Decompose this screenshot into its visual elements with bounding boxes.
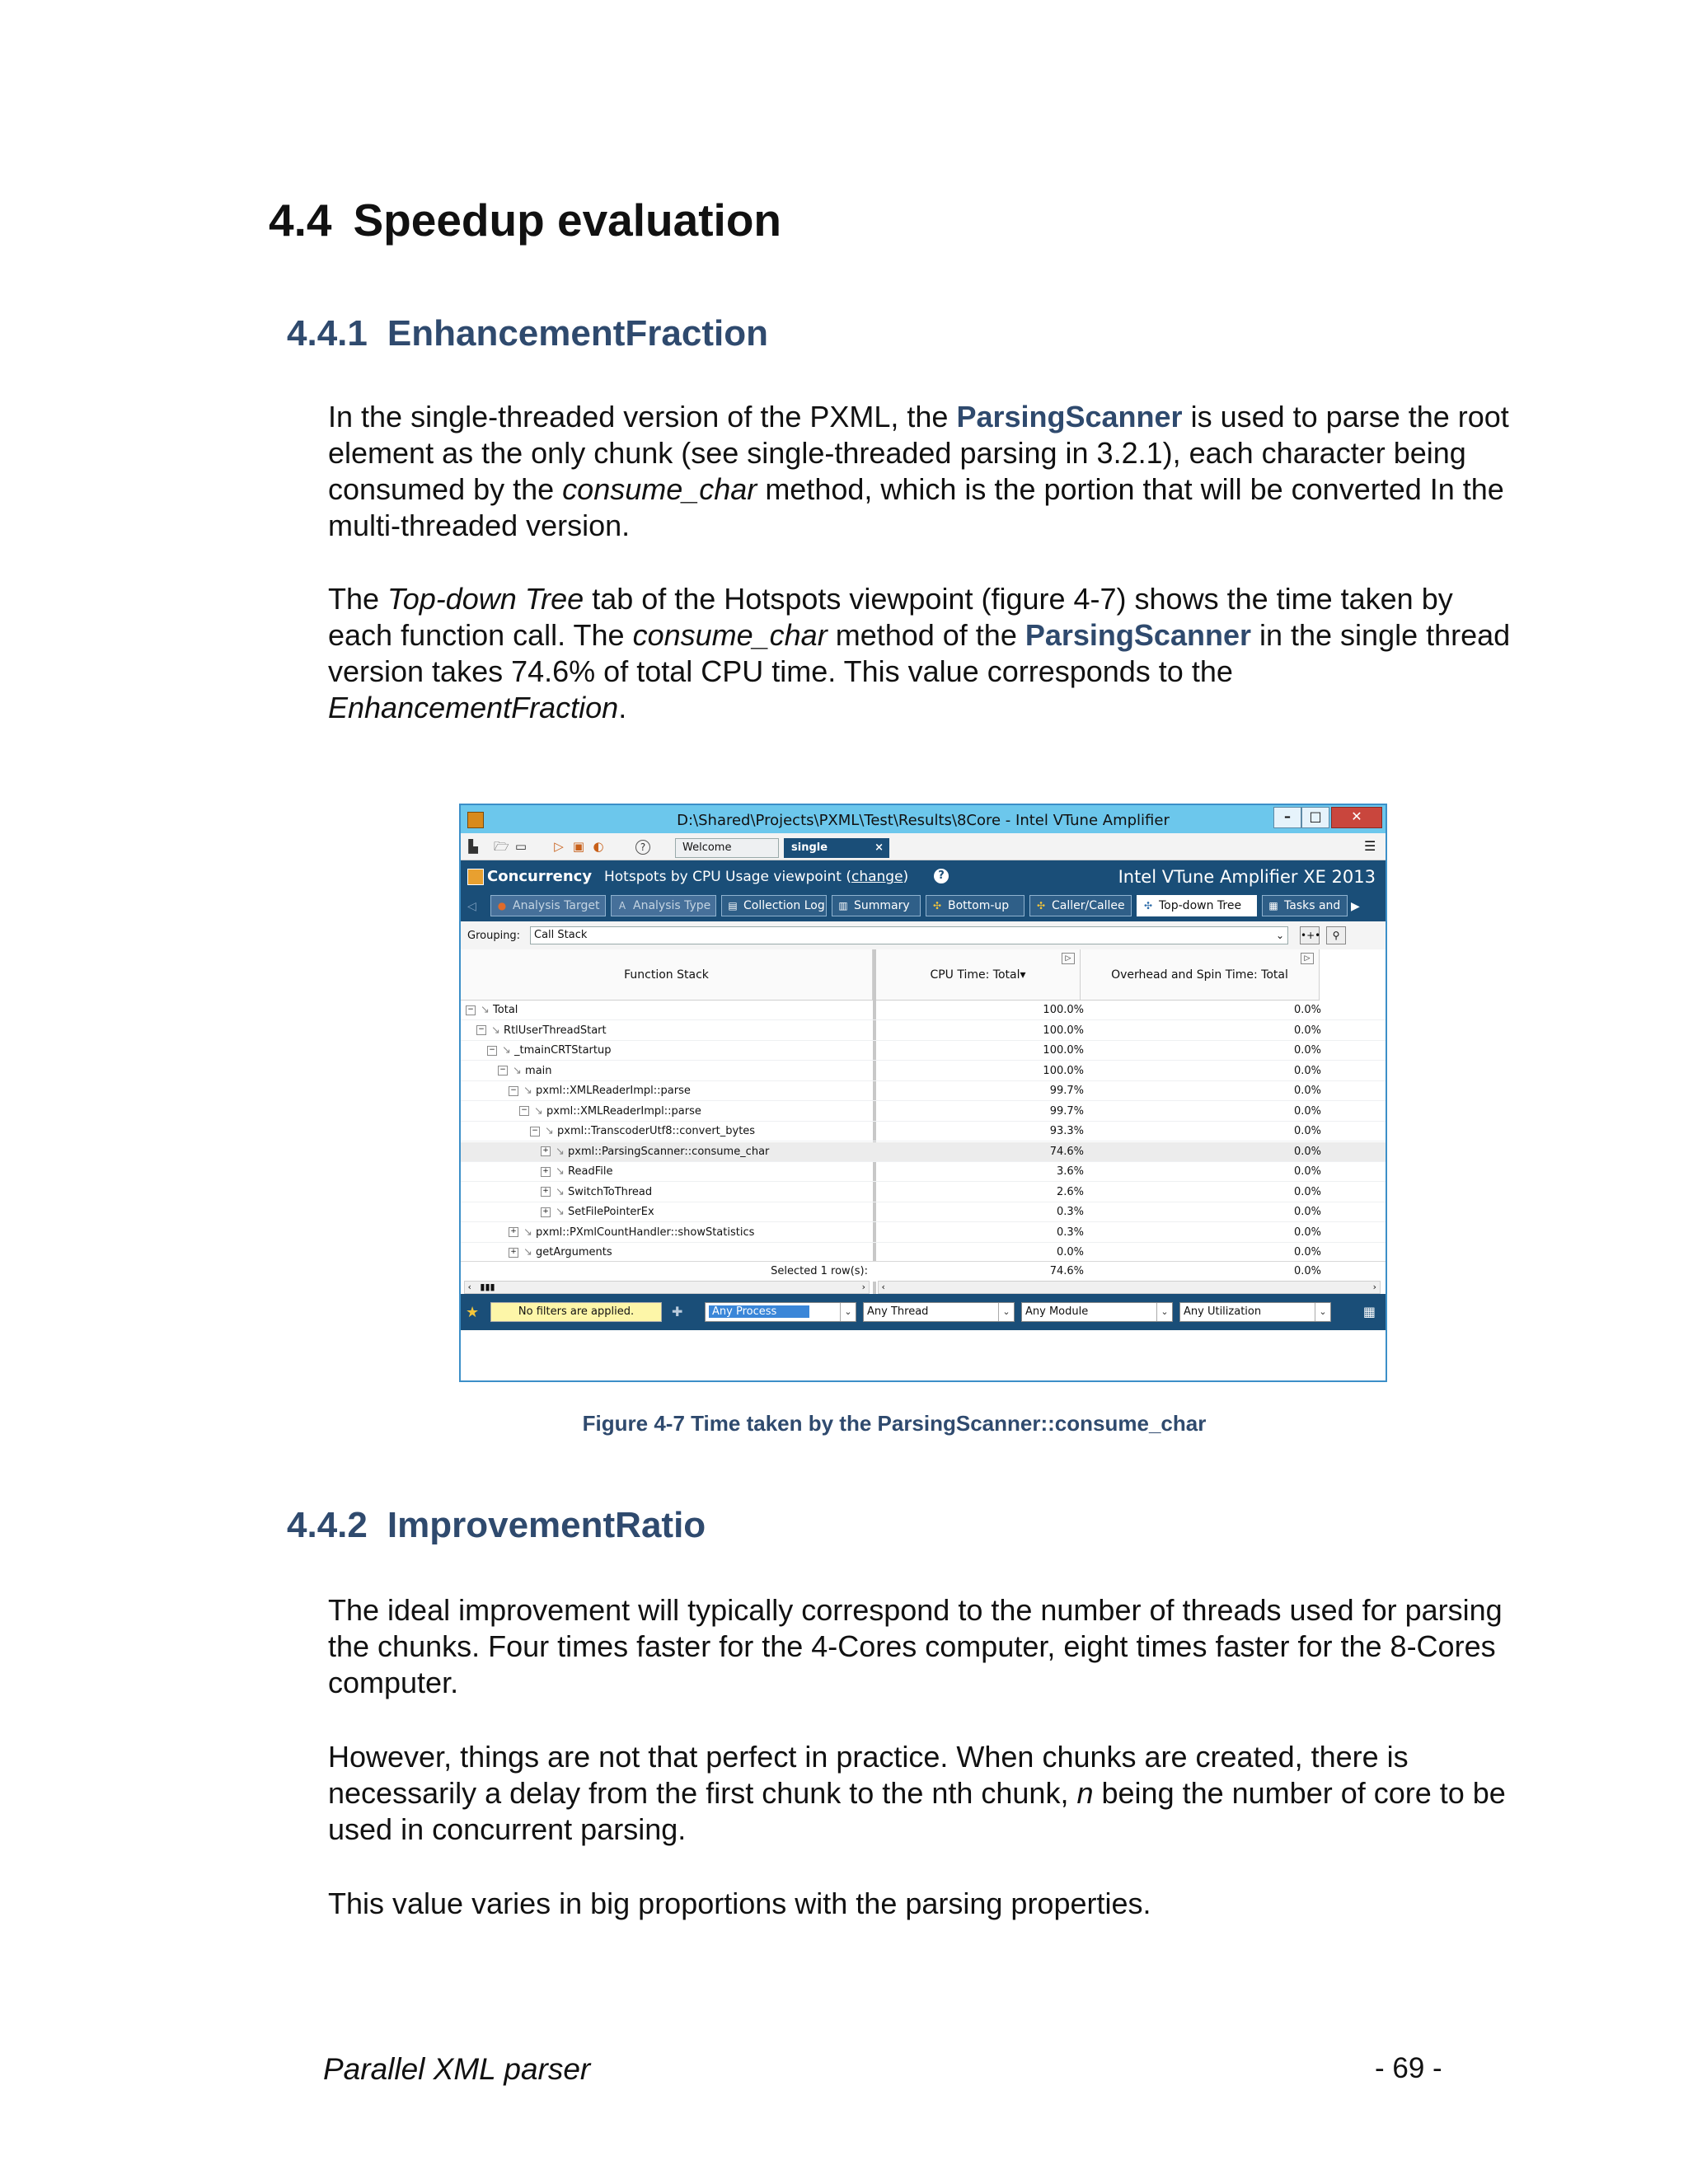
grouping-select[interactable]: Call Stack ⌄ xyxy=(530,926,1288,944)
run-icon[interactable]: ▷ xyxy=(554,839,564,854)
function-name: + ↘ getArguments xyxy=(509,1243,612,1263)
close-tab-icon[interactable]: × xyxy=(874,841,884,854)
collapse-icon[interactable]: − xyxy=(509,1086,518,1096)
call-arrow-icon: ↘ xyxy=(556,1165,569,1178)
tabs-scroll-right-icon[interactable]: ▶ xyxy=(1351,900,1360,913)
tab-analysis-target[interactable]: ● Analysis Target xyxy=(490,895,606,916)
table-row[interactable] xyxy=(461,1202,1386,1222)
chevron-down-icon: ⌄ xyxy=(1156,1303,1172,1321)
call-arrow-icon: ↘ xyxy=(513,1064,526,1077)
expand-icon[interactable]: + xyxy=(509,1227,518,1237)
tabs-scroll-left-icon[interactable]: ◁ xyxy=(467,900,476,913)
table-row[interactable] xyxy=(461,1081,1386,1101)
table-row[interactable] xyxy=(461,1142,1386,1162)
folder-project-icon[interactable]: ▭ xyxy=(514,839,528,854)
overhead-cell: 0.0% xyxy=(1293,1165,1321,1178)
star-icon: ★ xyxy=(466,1304,480,1321)
call-arrow-icon: ↘ xyxy=(523,1226,537,1239)
collapse-icon[interactable]: − xyxy=(498,1066,508,1076)
tab-collection-log[interactable]: ▤ Collection Log xyxy=(721,895,827,916)
expand-column-icon[interactable]: ▷ xyxy=(1062,953,1075,964)
italic-consume-char: consume_char xyxy=(632,618,828,652)
grouping-bar xyxy=(461,921,1386,950)
italic-consume-char: consume_char xyxy=(562,472,757,506)
italic-top-down-tree: Top-down Tree xyxy=(387,582,584,616)
module-filter[interactable]: Any Module ⌄ xyxy=(1021,1302,1173,1322)
chevron-down-icon: ⌄ xyxy=(1315,1303,1330,1321)
tab-summary[interactable]: ▥ Summary xyxy=(832,895,921,916)
table-row[interactable] xyxy=(461,1162,1386,1182)
grouping-label: Grouping: xyxy=(467,930,521,942)
viewpoint-help-icon[interactable]: ? xyxy=(934,869,949,883)
paragraph-5: This value varies in big proportions with the parsing properties. xyxy=(328,1886,1151,1920)
collapse-icon[interactable]: − xyxy=(519,1106,529,1116)
keyword-parsingscanner: ParsingScanner xyxy=(1025,618,1251,652)
overhead-cell: 0.0% xyxy=(1293,1064,1321,1077)
thread-filter[interactable]: Any Thread ⌄ xyxy=(863,1302,1015,1322)
call-arrow-icon: ↘ xyxy=(556,1145,569,1158)
chevron-down-icon: ⌄ xyxy=(998,1303,1014,1321)
function-name: − ↘ pxml::XMLReaderImpl::parse xyxy=(509,1081,691,1101)
table-row[interactable] xyxy=(461,1243,1386,1263)
figure-screenshot xyxy=(459,804,1387,1382)
bar-chart-icon[interactable]: ▙ xyxy=(468,839,478,854)
expand-icon[interactable]: + xyxy=(509,1248,518,1258)
concurrency-icon xyxy=(467,869,484,885)
overhead-cell: 0.0% xyxy=(1293,1145,1321,1158)
collapse-icon[interactable]: − xyxy=(530,1127,540,1137)
expand-icon[interactable]: + xyxy=(541,1187,551,1197)
subsection-heading-enhancement xyxy=(287,313,768,354)
new-analysis-icon[interactable]: ▣ xyxy=(572,839,585,854)
col-overhead-spin[interactable]: Overhead and Spin Time: Total ▷ xyxy=(1081,949,1320,1001)
function-name: − ↘ pxml::TranscoderUtf8::convert_bytes xyxy=(530,1122,755,1141)
process-filter[interactable]: Any Process ⌄ xyxy=(705,1302,856,1322)
window-titlebar xyxy=(461,805,1386,833)
function-name: − ↘ main xyxy=(498,1062,552,1081)
tab-top-down-tree[interactable]: ✣ Top-down Tree xyxy=(1137,895,1257,916)
function-name: − ↘ Total xyxy=(466,1001,518,1020)
cpu-time-cell: 99.7% xyxy=(1049,1104,1084,1118)
overhead-cell: 0.0% xyxy=(1293,1044,1321,1057)
overhead-cell: 0.0% xyxy=(1293,1226,1321,1239)
paragraph-2: The Top-down Tree tab of the Hotspots viewpoint (figure 4-7) shows the time taken by each function call. The consume_char method of the ParsingScanner in the single thread version takes 74.6% of total CPU time. This value corresponds to the EnhancementFraction. xyxy=(328,582,1511,724)
cpu-time-cell: 3.6% xyxy=(1056,1165,1084,1178)
overhead-cell: 0.0% xyxy=(1293,1206,1321,1218)
cpu-time-cell: 100.0% xyxy=(1043,1004,1084,1016)
analysis-title: Concurrency xyxy=(487,868,593,885)
product-name: Intel VTune Amplifier XE 2013 xyxy=(1118,867,1376,887)
analysis-header xyxy=(461,860,1386,892)
cpu-time-cell: 100.0% xyxy=(1043,1044,1084,1057)
window-title: D:\Shared\Projects\PXML\Test\Results\8Core - Intel VTune Amplifier xyxy=(677,812,1170,829)
col-cpu-time[interactable]: CPU Time: Total▾ ▷ xyxy=(876,949,1081,1001)
keyword-parsingscanner: ParsingScanner xyxy=(956,400,1183,434)
cpu-time-cell: 93.3% xyxy=(1049,1125,1084,1137)
call-arrow-icon: ↘ xyxy=(481,1004,494,1016)
italic-n: n xyxy=(1076,1776,1094,1810)
filter-icon[interactable]: ✚ xyxy=(672,1304,683,1319)
table-row[interactable] xyxy=(461,1041,1386,1061)
chevron-down-icon: ⌄ xyxy=(1275,930,1284,941)
filter-bar xyxy=(461,1294,1386,1330)
cpu-time-cell: 0.3% xyxy=(1056,1206,1084,1218)
menu-icon[interactable]: ☰ xyxy=(1364,838,1376,854)
section-title: Speedup evaluation xyxy=(353,194,782,246)
expand-icon[interactable]: + xyxy=(541,1207,551,1217)
table-row[interactable] xyxy=(461,1062,1386,1081)
figure-caption: Figure 4-7 Time taken by the ParsingScanner::consume_char xyxy=(582,1411,1207,1436)
function-name: − ↘ pxml::XMLReaderImpl::parse xyxy=(519,1102,701,1122)
paragraph-4: However, things are not that perfect in practice. When chunks are created, there is necessarily a delay from the first chunk to the nth chunk, n being the number of core to be used in concurrent parsing. xyxy=(328,1740,1506,1846)
paragraph-3: The ideal improvement will typically correspond to the number of threads used for parsing the chunks. Four times faster for the 4-Cores computer, eight times faster for the 8-Cores computer. xyxy=(328,1593,1503,1699)
function-name: + ↘ ReadFile xyxy=(541,1162,612,1182)
subsection-heading-improvement xyxy=(287,1505,706,1546)
cpu-time-cell: 0.0% xyxy=(1056,1246,1084,1258)
overhead-cell: 0.0% xyxy=(1293,1185,1321,1198)
tab-caller-callee[interactable]: ✣ Caller/Callee xyxy=(1029,895,1132,916)
tab-analysis-type[interactable]: A Analysis Type xyxy=(611,895,716,916)
overhead-cell: 0.0% xyxy=(1293,1024,1321,1037)
page-number: - 69 - xyxy=(1375,2052,1442,2084)
function-name: + ↘ SetFilePointerEx xyxy=(541,1202,654,1222)
top-down-grid xyxy=(461,949,1386,1294)
minimize-button[interactable]: – xyxy=(1273,807,1301,828)
cpu-time-cell: 2.6% xyxy=(1056,1185,1084,1198)
subsection-number: 4.4.2 xyxy=(287,1505,368,1545)
folder-open-icon[interactable]: 🗁 xyxy=(494,839,509,854)
cpu-time-cell: 99.7% xyxy=(1049,1085,1084,1097)
cpu-time-cell: 0.3% xyxy=(1056,1226,1084,1239)
call-arrow-icon: ↘ xyxy=(491,1024,504,1037)
overhead-cell: 0.0% xyxy=(1293,1125,1321,1137)
call-arrow-icon: ↘ xyxy=(523,1085,537,1097)
viewpoint-label: Hotspots by CPU Usage viewpoint (change) xyxy=(604,869,909,885)
italic-enhancementfraction: EnhancementFraction xyxy=(328,691,619,724)
call-arrow-icon: ↘ xyxy=(502,1044,515,1057)
tab-single-label: single xyxy=(791,841,828,854)
filter-settings-icon[interactable]: ▦ xyxy=(1362,1304,1376,1319)
tab-tasks-and[interactable]: ▦ Tasks and xyxy=(1262,895,1348,916)
call-arrow-icon: ↘ xyxy=(523,1246,537,1258)
overhead-cell: 0.0% xyxy=(1293,1104,1321,1118)
call-arrow-icon: ↘ xyxy=(556,1185,569,1198)
subsection-title: ImprovementRatio xyxy=(387,1505,706,1545)
paragraph-1: In the single-threaded version of the PXML, the ParsingScanner is used to parse the root element as the only chunk (see single-threaded parsing in 3.2.1), each character being consumed by the consume_char method, which is the portion that will be converted In the multi-threaded version. xyxy=(328,400,1509,542)
function-name: − ↘ _tmainCRTStartup xyxy=(487,1041,611,1061)
help-icon[interactable]: ? xyxy=(635,840,650,855)
change-viewpoint-link[interactable]: change xyxy=(851,869,903,885)
window-footer-space xyxy=(461,1330,1386,1382)
cpu-time-cell: 100.0% xyxy=(1043,1064,1084,1077)
function-name: + ↘ pxml::ParsingScanner::consume_char xyxy=(541,1142,769,1162)
table-row[interactable] xyxy=(461,1021,1386,1041)
selected-overhead: 0.0% xyxy=(1293,1265,1321,1277)
section-heading xyxy=(269,194,781,246)
table-row[interactable] xyxy=(461,1001,1386,1020)
function-name: + ↘ SwitchToThread xyxy=(541,1183,652,1202)
table-row[interactable] xyxy=(461,1183,1386,1202)
close-button[interactable]: ✕ xyxy=(1331,807,1382,828)
main-toolbar xyxy=(461,833,1386,860)
horizontal-scrollbar-left[interactable]: ‹ ▮▮▮ › xyxy=(464,1281,870,1294)
selected-cpu: 74.6% xyxy=(1049,1265,1084,1277)
overhead-cell: 0.0% xyxy=(1293,1004,1321,1016)
call-arrow-icon: ↘ xyxy=(545,1125,558,1137)
subsection-number: 4.4.1 xyxy=(287,313,368,354)
maximize-button[interactable]: □ xyxy=(1301,807,1329,828)
grouping-options-icon[interactable]: •+• xyxy=(1300,926,1320,944)
table-row[interactable] xyxy=(461,1223,1386,1243)
collapse-icon[interactable]: − xyxy=(466,1005,476,1015)
cpu-time-cell: 74.6% xyxy=(1049,1145,1084,1158)
tab-single[interactable] xyxy=(784,838,889,858)
expand-icon[interactable]: + xyxy=(541,1167,551,1177)
search-icon[interactable]: ⚲ xyxy=(1326,926,1346,944)
function-name: − ↘ RtlUserThreadStart xyxy=(476,1021,607,1041)
chevron-down-icon: ⌄ xyxy=(840,1303,856,1321)
overhead-cell: 0.0% xyxy=(1293,1246,1321,1258)
filters-status: No filters are applied. xyxy=(490,1302,662,1322)
col-function-stack[interactable]: Function Stack xyxy=(461,949,873,1001)
footer-title: Parallel XML parser xyxy=(323,2052,591,2086)
tab-welcome[interactable]: Welcome xyxy=(675,838,779,858)
analysis-tabbar xyxy=(461,892,1386,921)
compare-icon[interactable]: ◐ xyxy=(593,839,604,854)
table-row[interactable] xyxy=(461,1102,1386,1122)
cpu-time-cell: 100.0% xyxy=(1043,1024,1084,1037)
table-row[interactable] xyxy=(461,1122,1386,1141)
horizontal-scrollbar-right[interactable]: ‹ › xyxy=(878,1281,1381,1294)
function-name: + ↘ pxml::PXmlCountHandler::showStatistics xyxy=(509,1223,754,1243)
tab-bottom-up[interactable]: ✣ Bottom-up xyxy=(926,895,1025,916)
utilization-filter[interactable]: Any Utilization ⌄ xyxy=(1179,1302,1331,1322)
selection-summary-row xyxy=(461,1261,1386,1282)
overhead-cell: 0.0% xyxy=(1293,1085,1321,1097)
expand-column-icon[interactable]: ▷ xyxy=(1301,953,1314,964)
collapse-icon[interactable]: − xyxy=(476,1025,486,1035)
collapse-icon[interactable]: − xyxy=(487,1046,497,1056)
section-number: 4.4 xyxy=(269,194,332,246)
selected-label: Selected 1 row(s): xyxy=(771,1265,868,1277)
call-arrow-icon: ↘ xyxy=(534,1104,547,1118)
expand-icon[interactable]: + xyxy=(541,1146,551,1156)
call-arrow-icon: ↘ xyxy=(556,1206,569,1218)
subsection-title: EnhancementFraction xyxy=(387,313,768,354)
